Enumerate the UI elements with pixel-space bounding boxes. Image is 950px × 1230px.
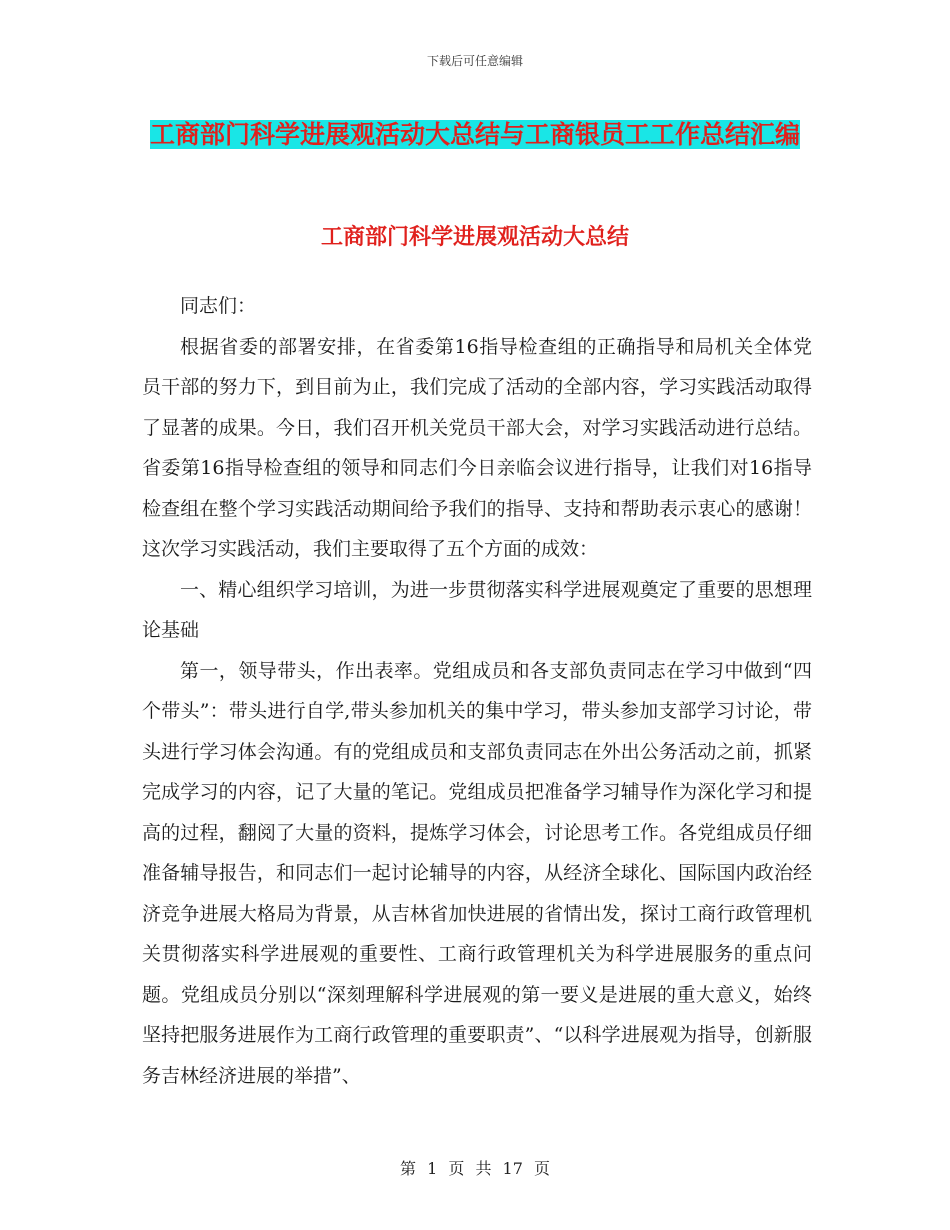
- document-body: [142, 286, 812, 1096]
- body-paragraph: 第一，领导带头，作出表率。党组成员和各支部负责同志在学习中做到“四个带头”：带头进行自学,带头参加机关的集中学习，带头参加支部学习讨论，带头进行学习体会沟通。有的党组成员和支部负责同志在外出公务活动之前，抓紧完成学习的内容，记了大量的笔记。党组成员把准备学习辅导作为深化学习和提高的过程，翻阅了大量的资料，提炼学习体会，讨论思考工作。各党组成员仔细准备辅导报告，和同志们一起讨论辅导的内容，从经济全球化、国际国内政治经济竞争进展大格局为背景，从吉林省加快进展的省情出发，探讨工商行政管理机关贯彻落实科学进展观的重要性、工商行政管理机关为科学进展服务的重点问题。党组成员分别以“深刻理解科学进展观的第一要义是进展的重大意义，始终坚持把服务进展作为工商行政管理的重要职责”、“以科学进展观为指导，创新服务吉林经济进展的举措”、: [142, 659, 812, 1087]
- salutation-paragraph: 同志们：: [180, 295, 257, 317]
- document-title: [150, 110, 800, 160]
- section-title: 工商部门科学进展观活动大总结: [320, 224, 629, 250]
- page-number: 第 1 页 共 17 页: [400, 1159, 550, 1178]
- body-paragraph: 一、精心组织学习培训，为进一步贯彻落实科学进展观奠定了重要的思想理论基础: [142, 578, 812, 641]
- document-title-highlight: 工商部门科学进展观活动大总结与工商银员工工作总结汇编: [150, 120, 801, 149]
- body-paragraph: 根据省委的部署安排，在省委第16指导检查组的正确指导和局机关全体党员干部的努力下，到目前为止，我们完成了活动的全部内容，学习实践活动取得了显著的成果。今日，我们召开机关党员干部大会，对学习实践活动进行总结。省委第16指导检查组的领导和同志们今日亲临会议进行指导，让我们对16指导检查组在整个学习实践活动期间给予我们的指导、支持和帮助表示衷心的感谢！这次学习实践活动，我们主要取得了五个方面的成效：: [142, 335, 812, 560]
- page-header-note: 下载后可任意编辑: [426, 54, 523, 68]
